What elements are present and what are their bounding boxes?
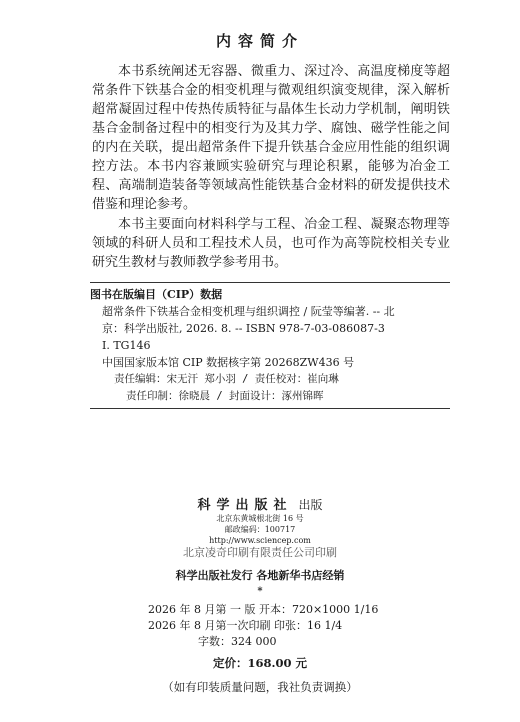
price-line: 定价：168.00 元 [212,656,307,670]
publisher-block [0,494,520,546]
edition-line: 2026 年 8 月第 一 版 开本：720×1000 1/16 [148,603,379,616]
distribution-line: 科学出版社发行 各地新华书店经销 [175,569,345,582]
publisher-postcode: 邮政编码：100717 [224,525,296,534]
impression-line: 2026 年 8 月第一次印刷 印张：16 1/4 [148,619,343,632]
responsibility-block [90,371,450,409]
publisher-url: http://www.sciencep.com [209,536,311,545]
publisher-logo [0,494,520,513]
intro-body [92,62,450,273]
intro-title: 内容简介 [215,32,304,50]
intro-paragraph-1: 本书系统阐述无容器、微重力、深过冷、高温度梯度等超常条件下铁基合金的相变机理与微观组织演变规律，深入解析超常凝固过程中传热传质特征与晶体生长动力学机制，阐明铁基合金制备过程中的相变行为及其力学、腐蚀、磁学性能之间的内在关联，提出超常条件下提升铁基合金应用性能的组织调控方法。本书内容兼顾实验研究与理论积累，能够为冶金工程、高端制造装备等领域高性能铁基合金材料的研发提供技术借鉴和理论参考。 [92,64,450,212]
responsible-printing: 责任印制：徐晓晨 / 封面设计：涿州锦晖 [126,390,324,402]
cip-line-classification: Ⅰ. TG146 [102,339,151,352]
responsible-editors: 责任编辑：宋无汗 郑小羽 / 责任校对：崔向琳 [114,373,339,385]
separator-star: * [257,586,263,597]
cip-block [90,282,450,409]
cip-line-title: 超常条件下铁基合金相变机理与组织调控 / 阮莹等编著. -- 北 [102,305,395,318]
cip-line-publisher: 京：科学出版社, 2026. 8. -- ISBN 978-7-03-086087-3 [102,322,385,335]
publisher-address: 北京东黄城根北街 16 号 [216,514,304,523]
publisher-name: 科学出版社 [197,498,293,513]
cip-line-record-number: 中国国家版本馆 CIP 数据核字第 20268ZW436 号 [102,356,355,369]
cip-heading: 图书在版编目（CIP）数据 [90,288,223,301]
book-specs [148,602,378,650]
printer-line: 北京凌奇印刷有限责任公司印刷 [183,546,337,559]
quality-notice: （如有印装质量问题，我社负责调换） [162,680,358,694]
publisher-suffix: 出版 [298,498,323,512]
cip-record [90,303,450,371]
intro-paragraph-2: 本书主要面向材料科学与工程、冶金工程、凝聚态物理等领域的科研人员和工程技术人员，也可作为高等院校相关专业研究生教材与教师教学参考用书。 [92,217,450,270]
wordcount-line: 字数：324 000 [198,635,277,648]
